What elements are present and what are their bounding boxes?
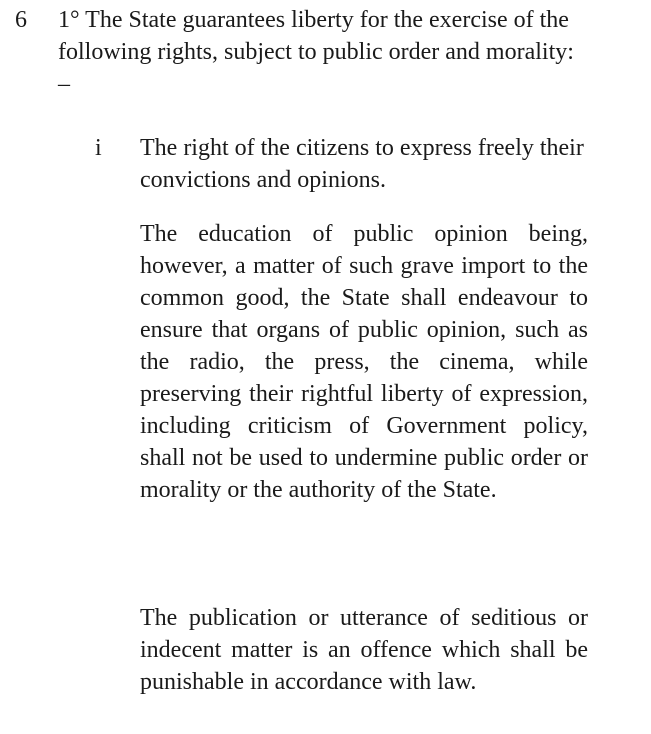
- clause-text: 1° The State guarantees liberty for the exercise of the following rights, subject to public order and morality: –: [58, 7, 574, 97]
- item-paragraph-right-to-expression: The right of the citizens to express freely their convictions and opinions.: [140, 135, 584, 193]
- item-paragraph-seditious-matter: The publication or utterance of seditious or indecent matter is an offence which shall be punishable in accordance with law.: [140, 605, 588, 695]
- item-paragraph-public-opinion: The education of public opinion being, however, a matter of such grave import to the common good, the State shall endeavour to ensure that organs of public opinion, such as the radio, the press, the cinema, while preserving their rightful liberty of expression, including criticism of Government policy, shall not be used to undermine public order or morality or the authority of the State.: [140, 221, 588, 503]
- section-number: 6: [15, 7, 27, 33]
- item-marker: i: [95, 135, 102, 161]
